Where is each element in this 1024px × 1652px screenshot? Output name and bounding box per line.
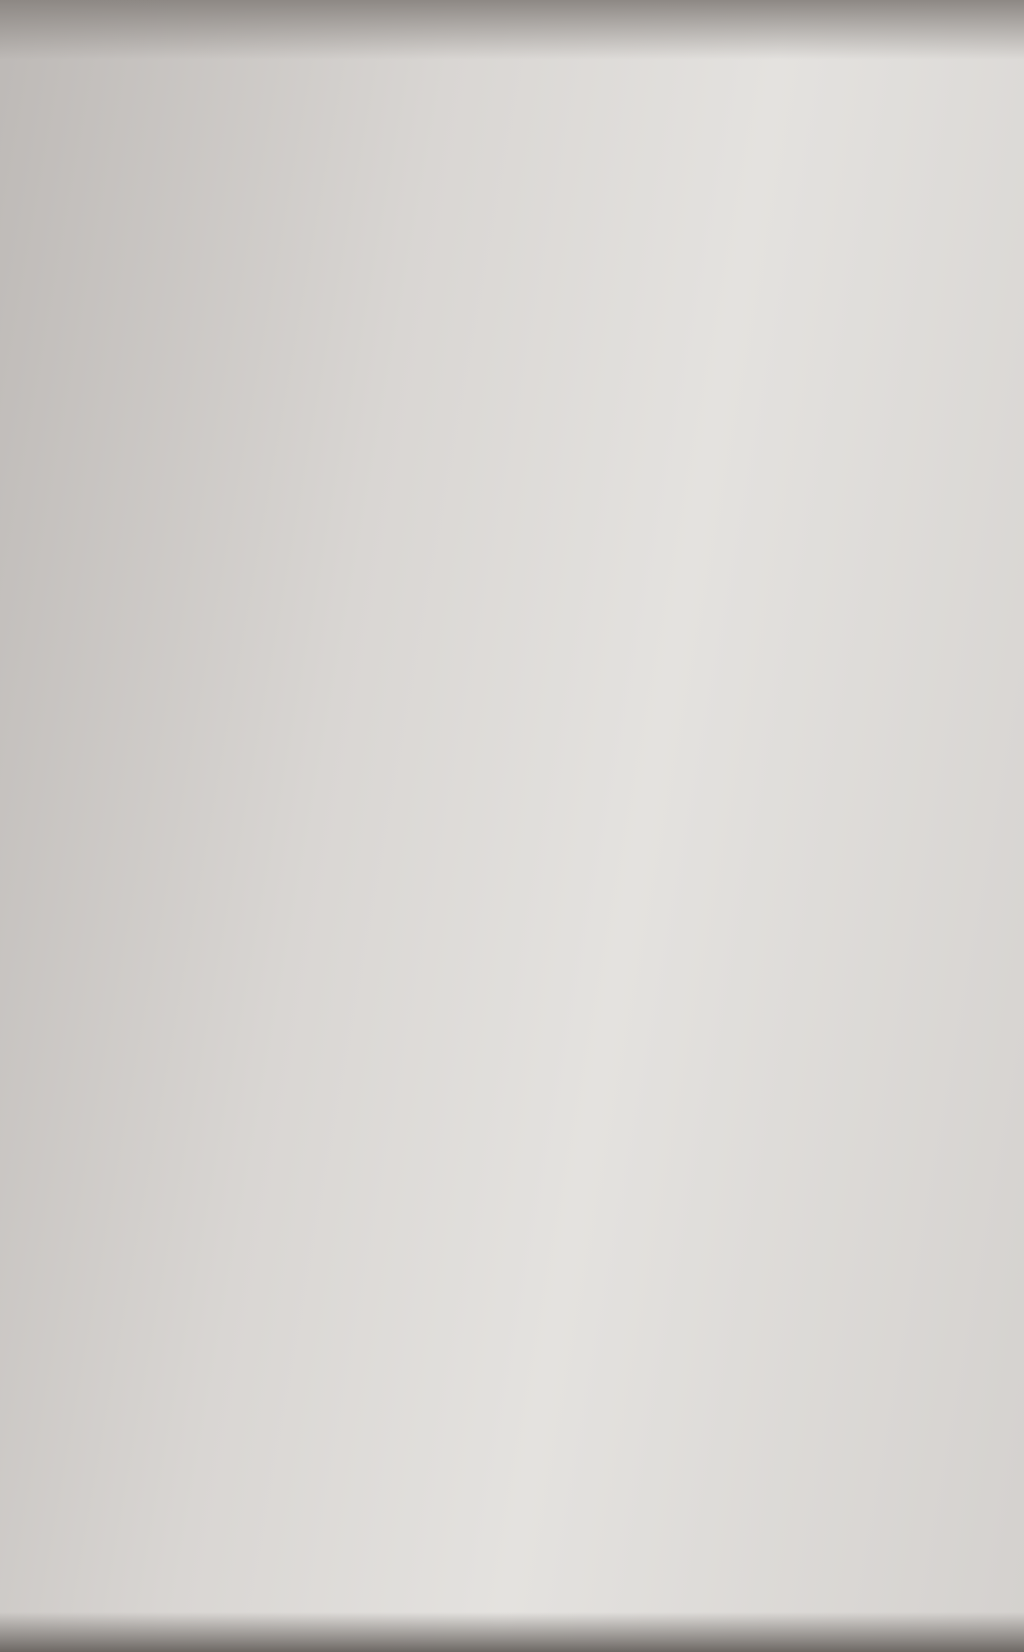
bottom-shadow	[0, 1612, 1024, 1652]
top-shadow	[0, 0, 1024, 60]
